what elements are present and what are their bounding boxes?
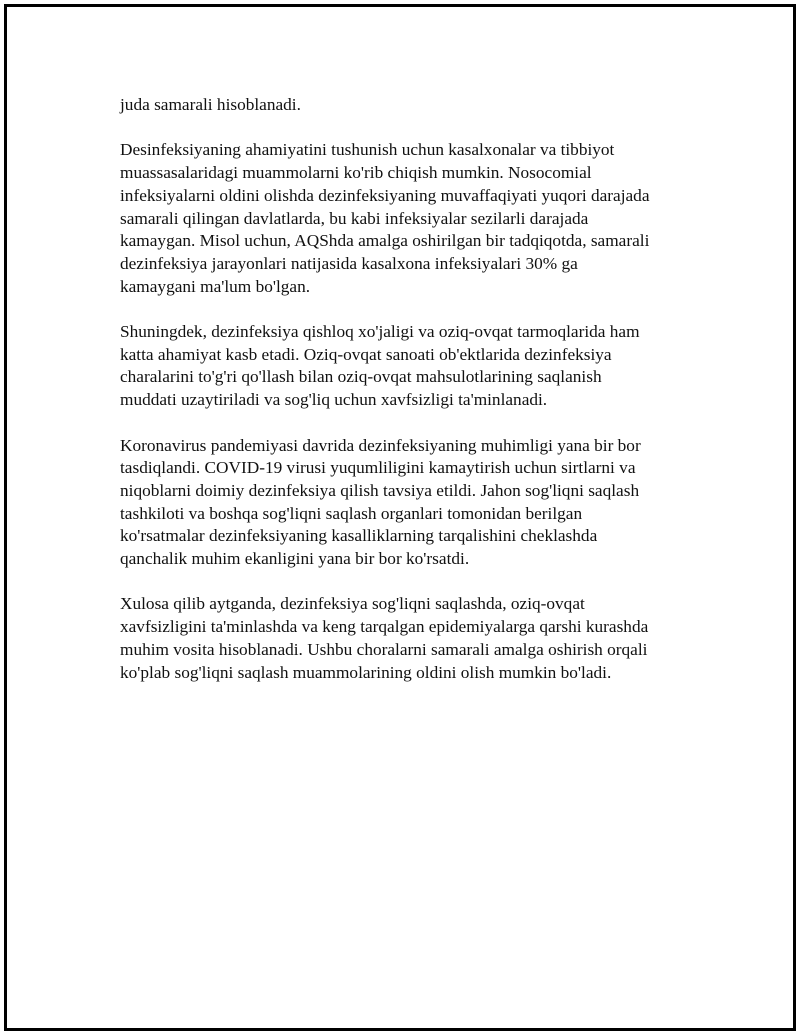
document-body	[120, 94, 705, 707]
paragraph-continuation: juda samarali hisoblanadi.	[120, 95, 301, 114]
paragraph-hospital-infections: Desinfeksiyaning ahamiyatini tushunish uchun kasalxonalar va tibbiyot muassasalaridagi muammolarni ko'rib chiqish mumkin. Nosocomial infeksiyalarni oldini olishda dezinfeksiyaning muvaffaqiyati yuqori darajada samarali qilingan davlatlarda, bu kabi infeksiyalar sezilarli darajada kamaygan. Misol uchun, AQShda amalga oshirilgan bir tadqiqotda, samarali dezinfeksiya jarayonlari natijasida kasalxona infeksiyalari 30% ga kamaygani ma'lum bo'lgan.	[120, 140, 650, 296]
paragraph-conclusion: Xulosa qilib aytganda, dezinfeksiya sog'liqni saqlashda, oziq-ovqat xavfsizligini ta'minlashda va keng tarqalgan epidemiyalarga qarshi kurashda muhim vosita hisoblanadi. Ushbu choralarni samarali amalga oshirish orqali ko'plab sog'liqni saqlash muammolarining oldini olish mumkin bo'ladi.	[120, 594, 649, 682]
paragraph-food-industry: Shuningdek, dezinfeksiya qishloq xo'jaligi va oziq-ovqat tarmoqlarida ham katta ahamiyat kasb etadi. Oziq-ovqat sanoati ob'ektlarida dezinfeksiya charalarini to'g'ri qo'llash bilan oziq-ovqat mahsulotlarining saqlanish muddati uzaytiriladi va sog'liq uchun xavfsizligi ta'minlanadi.	[120, 322, 640, 410]
document-page	[4, 4, 796, 1031]
paragraph-covid-pandemic: Koronavirus pandemiyasi davrida dezinfeksiyaning muhimligi yana bir bor tasdiqlandi. COVID-19 virusi yuqumliligini kamaytirish uchun sirtlarni va niqoblarni doimiy dezinfeksiya qilish tavsiya etildi. Jahon sog'liqni saqlash tashkiloti va boshqa sog'liqni saqlash organlari tomonidan berilgan ko'rsatmalar dezinfeksiyaning kasalliklarning tarqalishini cheklashda qanchalik muhim ekanligini yana bir bor ko'rsatdi.	[120, 435, 641, 569]
